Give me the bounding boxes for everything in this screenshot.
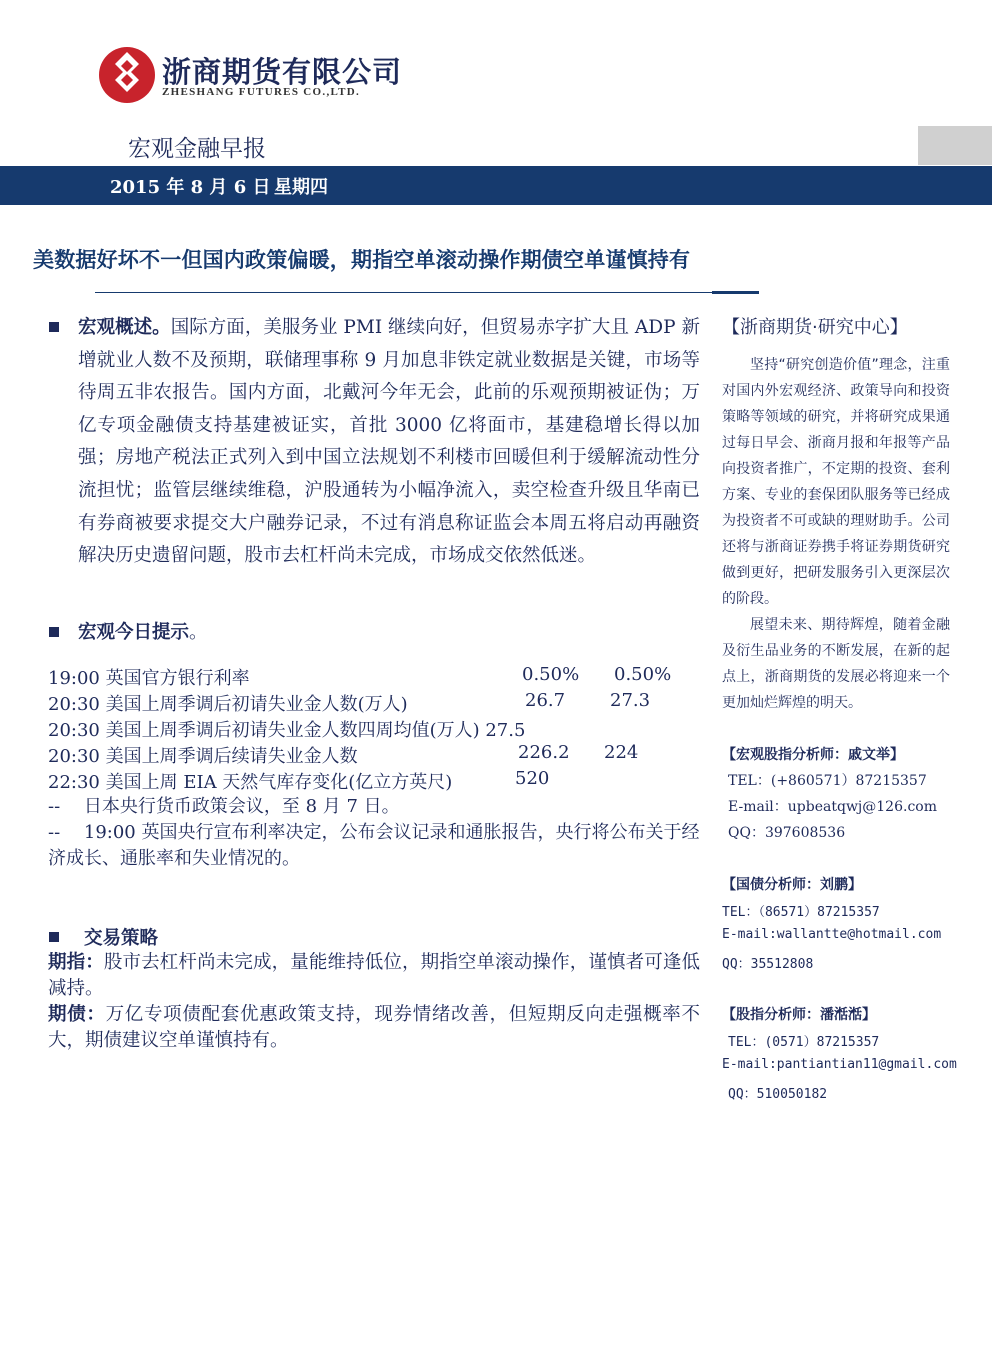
sidebar-heading: 【浙商期货·研究中心】: [722, 317, 908, 338]
strategy-index: 期指：股市去杠杆尚未完成，量能维持低位，期指空单滚动操作，谨慎者可逢低减持。: [48, 952, 700, 999]
event-prev: 520: [515, 768, 550, 789]
overview-title: 宏观概述。: [78, 317, 171, 338]
company-logo-icon: [98, 46, 156, 104]
report-weekday: 星期四: [274, 177, 328, 198]
company-name-cn: 浙商期货有限公司: [162, 55, 403, 89]
event-prev: 0.50%: [522, 664, 580, 685]
header-gray-tab: [918, 126, 992, 165]
bullet-icon: [49, 627, 59, 637]
headline-divider-accent: [712, 291, 759, 294]
event-note: -- 日本央行货币政策会议，至 8 月 7 日。: [48, 796, 400, 817]
analyst-tel: TEL：(0571）87215357: [728, 1035, 880, 1050]
event-prev: 226.2: [518, 742, 570, 763]
bullet-icon: [49, 932, 59, 942]
event-label: 20:30 美国上周季调后续请失业金人数: [48, 746, 358, 767]
event-label: 22:30 美国上周 EIA 天然气库存变化(亿立方英尺): [48, 772, 453, 793]
today-section-title: 宏观今日提示。: [78, 622, 208, 643]
event-forecast: 27.3: [610, 690, 651, 711]
analyst-tel: TEL：（86571）87215357: [722, 905, 880, 920]
event-note: -- 19:00 英国央行宣布利率决定，公布会议记录和通胀报告，央行将公布关于经济成长、通胀率和失业情况的。: [48, 822, 700, 869]
analyst-title: 【宏观股指分析师：戚文举】: [722, 747, 904, 763]
event-label: 19:00 英国官方银行利率: [48, 668, 250, 689]
strategy-section-title: 交易策略: [84, 928, 159, 949]
event-forecast: 0.50%: [614, 664, 672, 685]
report-date: 2015 年 8 月 6 日: [110, 177, 271, 198]
event-label: 20:30 美国上周季调后初请失业金人数(万人): [48, 694, 408, 715]
analyst-title: 【国债分析师：刘鹏】: [722, 877, 862, 893]
overview-body: 国际方面，美服务业 PMI 继续向好，但贸易赤字扩大且 ADP 新增就业人数不及预期，联储理事称 9 月加息非铁定就业数据是关键，市场等待周五非农报告。国内方面，北戴河今年无会，此前的乐观预期被证伪；万亿专项金融债支持基建被证实，首批 3000 亿将面市，基建稳增长得以加强；房地产税法正式列入到中国立法规划不利楼市回暖但利于缓解流动性分流担忧；监管层继续维稳，沪股通转为小幅净流入，卖空检查升级且华南已有券商被要求提交大户融券记录，不过有消息称证监会本周五将启动再融资解决历史遗留问题，股市去杠杆尚未完成，市场成交依然低迷。: [78, 317, 700, 567]
event-prev: 26.7: [525, 690, 566, 711]
sidebar-outlook: 展望未来、期待辉煌，随着金融及衍生品业务的不断发展，在新的起点上，浙商期货的发展必将迎来一个更加灿烂辉煌的明天。: [722, 617, 950, 711]
event-forecast: 224: [604, 742, 639, 763]
analyst-email: E-mail:pantiantian11@gmail.com: [722, 1057, 957, 1072]
analyst-qq: QQ：397608536: [728, 825, 846, 841]
headline-divider: [95, 292, 712, 293]
bullet-icon: [49, 322, 59, 332]
analyst-title: 【股指分析师：潘湉湉】: [722, 1007, 876, 1023]
headline: 美数据好坏不一但国内政策偏暖，期指空单滚动操作期债空单谨慎持有: [33, 248, 691, 272]
analyst-tel: TEL：(+860571）87215357: [728, 773, 927, 789]
analyst-qq: QQ：510050182: [728, 1087, 828, 1102]
event-label: 20:30 美国上周季调后初请失业金人数四周均值(万人) 27.5: [48, 720, 526, 741]
report-title: 宏观金融早报: [128, 136, 266, 162]
analyst-email: E-mail:wallantte@hotmail.com: [722, 927, 942, 942]
analyst-email: E-mail：upbeatqwj@126.com: [728, 799, 937, 815]
sidebar-intro: 坚持“研究创造价值”理念，注重对国内外宏观经济、政策导向和投资策略等领域的研究，并将研究成果通过每日早会、浙商月报和年报等产品向投资者推广，不定期的投资、套利方案、专业的套保团队服务等已经成为投资者不可或缺的理财助手。公司还将与浙商证券携手将证券期货研究做到更好，把研发服务引入更深层次的阶段。: [722, 357, 950, 607]
company-name-en: ZHESHANG FUTURES CO.,LTD.: [162, 86, 361, 98]
overview-paragraph: [78, 312, 700, 573]
strategy-bond: 期债：万亿专项债配套优惠政策支持，现券情绪改善，但短期反向走强概率不大，期债建议空单谨慎持有。: [48, 1004, 700, 1051]
analyst-qq: QQ：35512808: [722, 957, 814, 972]
